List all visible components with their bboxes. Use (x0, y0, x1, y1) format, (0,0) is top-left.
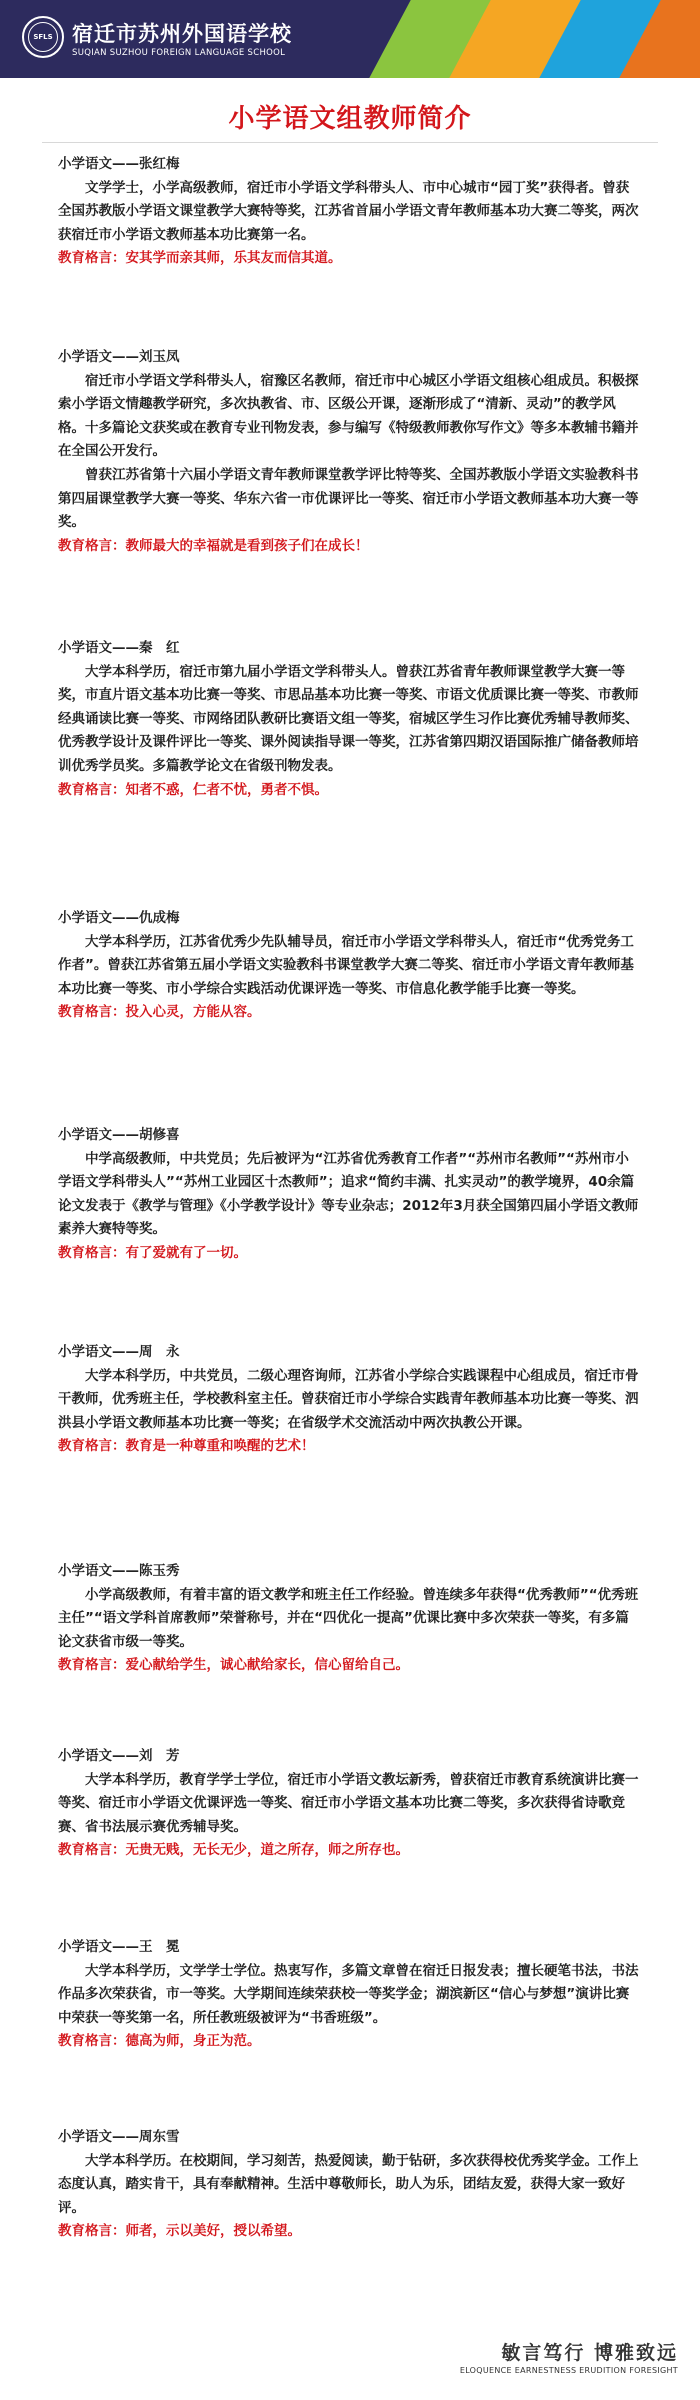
teacher-motto: 教育格言：教育是一种尊重和唤醒的艺术！ (58, 1438, 315, 1455)
teacher-heading: 小学语文——刘玉凤 (58, 349, 180, 365)
school-logo-icon (22, 16, 64, 58)
teacher-motto: 教育格言：投入心灵，方能从容。 (58, 1004, 261, 1021)
teacher-block (58, 1124, 640, 1266)
teacher-motto: 教育格言：知者不惑，仁者不忧，勇者不惧。 (58, 781, 328, 798)
teacher-heading: 小学语文——周 永 (58, 1344, 180, 1360)
footer-motto: 敏言笃行 博雅致远 (501, 2342, 678, 2364)
teacher-heading: 小学语文——周东雪 (58, 2129, 180, 2145)
school-logo-text: SFLS (28, 22, 58, 52)
teacher-block (58, 2126, 640, 2244)
teacher-bio: 大学本科学历。在校期间，学习刻苦，热爱阅读，勤于钻研，多次获得校优秀奖学金。工作上态度认真，踏实肯干，具有奉献精神。生活中尊敬师长，助人为乐，团结友爱，获得大家一致好评。 (58, 2152, 639, 2216)
teacher-block (58, 346, 640, 558)
teacher-bio: 大学本科学历，宿迁市第九届小学语文学科带头人。曾获江苏省青年教师课堂教学大赛一等奖，市直片语文基本功比赛一等奖、市思品基本功比赛一等奖、市语文优质课比赛一等奖、市教师经典诵读比赛一等奖、市网络团队教研比赛语文组一等奖，宿城区学生习作比赛优秀辅导教师奖、优秀教学设计及课件评比一等奖、课外阅读指导课一等奖，江苏省第四期汉语国际推广储备教师培训优秀学员奖。多篇教学论文在省级刊物发表。 (58, 663, 639, 774)
teacher-block (58, 1341, 640, 1459)
teacher-heading: 小学语文——仇成梅 (58, 910, 180, 926)
teacher-bio: 大学本科学历，中共党员，二级心理咨询师，江苏省小学综合实践课程中心组成员，宿迁市骨干教师，优秀班主任，学校教科室主任。曾获宿迁市小学综合实践青年教师基本功比赛一等奖、泗洪县小学语文教师基本功比赛一等奖；在省级学术交流活动中两次执教公开课。 (58, 1367, 639, 1431)
school-name-en: SUQIAN SUZHOU FOREIGN LANGUAGE SCHOOL (72, 48, 286, 58)
teacher-bio: 大学本科学历，文学学士学位。热衷写作，多篇文章曾在宿迁日报发表；擅长硬笔书法，书法作品多次荣获省，市一等奖。大学期间连续荣获校一等奖学金；湖滨新区“信心与梦想”演讲比赛中荣获一等奖第一名，所任教班级被评为“书香班级”。 (58, 1962, 639, 2026)
teacher-motto: 教育格言：安其学而亲其师，乐其友而信其道。 (58, 250, 342, 267)
teacher-motto: 教育格言：德高为师，身正为范。 (58, 2033, 261, 2050)
title-divider (42, 142, 658, 143)
teacher-bio: 小学高级教师，有着丰富的语文教学和班主任工作经验。曾连续多年获得“优秀教师”“优秀班主任”“语文学科首席教师”荣誉称号，并在“四优化一提高”优课比赛中多次荣获一等奖，有多篇论文获省市级一等奖。 (58, 1586, 639, 1650)
teacher-block (58, 1936, 640, 2054)
teacher-heading: 小学语文——张红梅 (58, 156, 180, 172)
teacher-heading: 小学语文——陈玉秀 (58, 1563, 180, 1579)
teacher-bio: 曾获江苏省第十六届小学语文青年教师课堂教学评比特等奖、全国苏教版小学语文实验教科书第四届课堂教学大赛一等奖、华东六省一市优课评比一等奖、宿迁市小学语文教师基本功大赛一等奖。 (58, 466, 639, 531)
school-name: 宿迁市苏州外国语学校 (72, 22, 292, 46)
teacher-motto: 教育格言：有了爱就有了一切。 (58, 1244, 247, 1261)
teacher-bio: 大学本科学历，江苏省优秀少先队辅导员，宿迁市小学语文学科带头人，宿迁市“优秀党务工作者”。曾获江苏省第五届小学语文实验教科书课堂教学大赛二等奖、宿迁市小学语文青年教师基本功比赛一等奖、市小学综合实践活动优课评选一等奖、市信息化教学能手比赛一等奖。 (58, 933, 634, 997)
teacher-bio: 大学本科学历，教育学学士学位，宿迁市小学语文教坛新秀，曾获宿迁市教育系统演讲比赛一等奖、宿迁市小学语文优课评选一等奖、宿迁市小学语文基本功比赛二等奖，多次获得省诗歌竞赛、省书法展示赛优秀辅导奖。 (58, 1771, 639, 1835)
teacher-heading: 小学语文——刘 芳 (58, 1748, 180, 1764)
page-header (0, 0, 700, 78)
teacher-block (58, 1745, 640, 1863)
page-title: 小学语文组教师简介 (228, 104, 472, 134)
teacher-bio: 文学学士，小学高级教师，宿迁市小学语文学科带头人、市中心城市“园丁奖”获得者。曾获全国苏教版小学语文课堂教学大赛特等奖，江苏省首届小学语文青年教师基本功大赛二等奖，两次获宿迁市小学语文教师基本功比赛第一名。 (58, 179, 639, 243)
teacher-heading: 小学语文——王 冕 (58, 1939, 180, 1955)
teacher-block (58, 907, 640, 1025)
teacher-block (58, 153, 640, 271)
teacher-block (58, 1560, 640, 1678)
teacher-motto: 教育格言：教师最大的幸福就是看到孩子们在成长！ (58, 537, 369, 554)
teacher-motto: 教育格言：师者，示以美好，授以希望。 (58, 2223, 301, 2240)
teacher-motto: 教育格言：无贵无贱，无长无少，道之所存，师之所存也。 (58, 1842, 409, 1859)
teacher-bio: 中学高级教师，中共党员；先后被评为“江苏省优秀教育工作者”“苏州市名教师”“苏州市小学语文学科带头人”“苏州工业园区十杰教师”；追求“简约丰满、扎实灵动”的教学境界，40余篇论文发表于《教学与管理》《小学教学设计》等专业杂志；2012年3月获全国第四届小学语文教师素养大赛特等奖。 (58, 1150, 639, 1238)
teacher-bio: 宿迁市小学语文学科带头人，宿豫区名教师，宿迁市中心城区小学语文组核心组成员。积极探索小学语文情趣教学研究，多次执教省、市、区级公开课，逐渐形成了“清新、灵动”的教学风格。十多篇论文获奖或在教育专业刊物发表，参与编写《特级教师教你写作文》等多本教辅书籍并在全国公开发行。 (58, 372, 639, 460)
teacher-heading: 小学语文——秦 红 (58, 640, 180, 656)
teacher-block (58, 637, 640, 802)
teacher-heading: 小学语文——胡修喜 (58, 1127, 180, 1143)
footer-motto-en: ELOQUENCE EARNESTNESS ERUDITION FORESIGHT (459, 2366, 678, 2375)
teacher-motto: 教育格言：爱心献给学生，诚心献给家长，信心留给自己。 (58, 1657, 409, 1674)
